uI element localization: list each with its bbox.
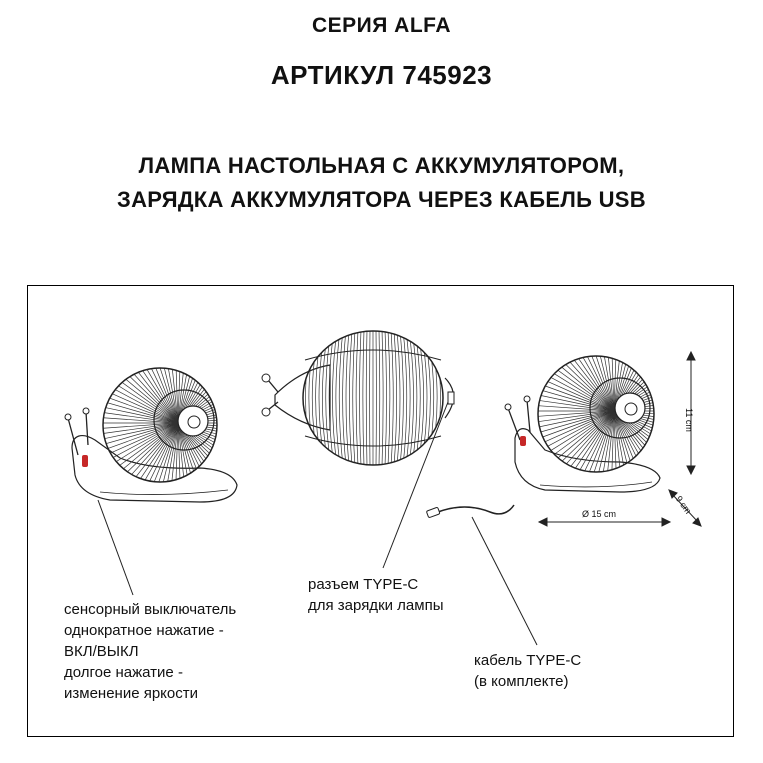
diameter-dimension-label: Ø 15 cm (582, 509, 617, 519)
series-title: СЕРИЯ ALFA (311, 14, 452, 37)
switch-callout-line: сенсорный выключатель (64, 601, 237, 618)
switch-callout (64, 599, 236, 704)
product-title-line-1: ЛАМПА НАСТОЛЬНАЯ С АККУМУЛЯТОРОМ, (138, 153, 625, 178)
switch-callout-line: изменение яркости (64, 685, 198, 702)
switch-callout-line: однократное нажатие - (64, 622, 224, 639)
product-title-line-2: ЗАРЯДКА АККУМУЛЯТОРА ЧЕРЕЗ КАБЕЛЬ USB (117, 187, 646, 212)
touch-switch-indicator (82, 455, 88, 467)
cable-callout-line: (в комплекте) (474, 673, 569, 690)
switch-callout-line: ВКЛ/ВЫКЛ (64, 643, 139, 660)
article-number: АРТИКУЛ 745923 (270, 60, 493, 90)
height-dimension-label: 11 cm (684, 408, 694, 432)
port-callout-line: разъем TYPE-C (308, 576, 419, 593)
snail-side-view-right (505, 331, 694, 492)
snail-back-view-center (262, 330, 454, 466)
port-callout-line: для зарядки лампы (308, 597, 444, 614)
depth-dimension-label: 9 cm (673, 494, 694, 516)
switch-callout-line: долгое нажатие - (64, 664, 183, 681)
cable-callout-line: кабель TYPE-C (474, 652, 582, 669)
type-c-cable (426, 505, 514, 518)
port-callout (308, 574, 443, 616)
snail-side-view-left (65, 343, 258, 503)
type-c-port (448, 392, 454, 404)
cable-callout (474, 650, 581, 692)
